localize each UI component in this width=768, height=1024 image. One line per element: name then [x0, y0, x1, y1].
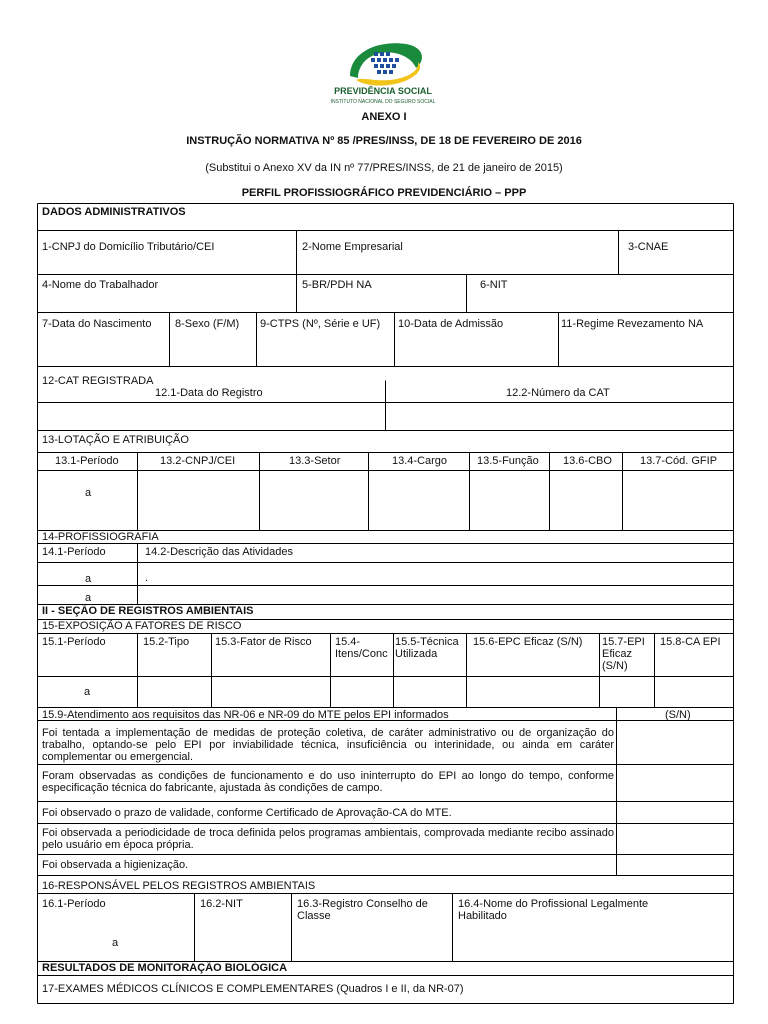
lotacao-col-period: 13.1-Período [55, 455, 119, 467]
nit-label: 6-NIT [480, 279, 508, 291]
replaces-note: (Substitui o Anexo XV da IN nº 77/PRES/INSS, de 21 de janeiro de 2015) [205, 162, 563, 174]
br-pdh-label: 5-BR/PDH NA [302, 279, 372, 291]
bio-monitoring-title: RESULTADOS DE MONITORAÇÃO BIOLÓGICA [42, 962, 288, 974]
exposure-col-type: 15.2-Tipo [143, 636, 190, 648]
epi-item-conditions: Foram observadas as condições de funcionamento e do uso ininterrupto do EPI ao longo do tempo, conforme especificação técnica do fabricante, ajustada às condições de campo. [42, 770, 614, 794]
ctps-label: 9-CTPS (Nº, Série e UF) [260, 318, 381, 330]
exposure-period-a: a [84, 686, 91, 698]
medical-exams-label: 17-EXAMES MÉDICOS CLÍNICOS E COMPLEMENTARES (Quadros I e II, da NR-07) [42, 983, 464, 995]
profissiografia-row1-a: a [85, 573, 92, 585]
exposure-col-factor: 15.3-Fator de Risco [215, 636, 312, 648]
profissiografia-title: 14-PROFISSIOGRAFIA [42, 531, 159, 543]
profissiografia-description-label: 14.2-Descrição das Atividades [145, 546, 293, 558]
exposure-col-technique: 15.5-Técnica Utilizada [395, 636, 459, 660]
cnae-label: 3-CNAE [628, 241, 669, 253]
cat-number-label: 12.2-Número da CAT [506, 387, 610, 399]
profissiografia-row1-desc: . [145, 572, 149, 584]
profissiografia-row2-a: a [85, 592, 92, 604]
admission-date-label: 10-Data de Admissão [398, 318, 504, 330]
lotacao-col-cbo: 13.6-CBO [563, 455, 612, 467]
annex-title: ANEXO I [361, 111, 407, 123]
lotacao-col-function: 13.5-Função [477, 455, 539, 467]
attendance-label: 15.9-Atendimento aos requisitos das NR-06 e NR-09 do MTE pelos EPI informados [42, 709, 449, 721]
cat-title: 12-CAT REGISTRADA [42, 375, 154, 387]
responsible-professional-label: 16.4-Nome do Profissional Legalmente Habilitado [458, 898, 649, 922]
worker-name-label: 4-Nome do Trabalhador [42, 279, 159, 291]
responsible-period-a: a [112, 937, 119, 949]
company-name-label: 2-Nome Empresarial [302, 241, 403, 253]
birth-date-label: 7-Data do Nascimento [42, 318, 152, 330]
epi-item-replacement: Foi observada a periodicidade de troca definida pelos programas ambientais, comprovada mediante recibo assinado pelo usuário em época própria. [42, 827, 614, 851]
instruction-title: INSTRUÇÃO NORMATIVA Nº 85 /PRES/INSS, DE 18 DE FEVEREIRO DE 2016 [186, 135, 582, 147]
cat-date-label: 12.1-Data do Registro [155, 387, 263, 399]
exposure-col-epi: 15.7-EPI Eficaz (S/N) [602, 636, 645, 672]
document-title: PERFIL PROFISSIOGRÁFICO PREVIDENCIÁRIO – PPP [241, 187, 527, 199]
cnpj-label: 1-CNPJ do Domicílio Tributário/CEI [42, 241, 215, 253]
lotacao-title: 13-LOTAÇÃO E ATRIBUIÇÃO [42, 434, 189, 446]
responsible-title: 16-RESPONSÁVEL PELOS REGISTROS AMBIENTAIS [42, 880, 316, 892]
responsible-nit-label: 16.2-NIT [200, 898, 243, 910]
logo-title: PREVIDÊNCIA SOCIAL [334, 86, 432, 96]
exposure-title: 15-EXPOSIÇÃO A FATORES DE RISCO [42, 620, 242, 632]
epi-item-collective: Foi tentada a implementação de medidas de proteção coletiva, de caráter administrativo ou de organização do trabalho, optando-se pelo EPI por inviabilidade técnica, insuficiência ou interinidade, ou ainda em caráter complementar ou emergencial. [42, 727, 614, 763]
epi-item-validity: Foi observado o prazo de validade, conforme Certificado de Aprovação-CA do MTE. [42, 807, 452, 819]
lotacao-col-gfip: 13.7-Cód. GFIP [640, 455, 718, 467]
logo-subtitle: INSTITUTO NACIONAL DO SEGURO SOCIAL [330, 99, 436, 105]
responsible-council-label: 16.3-Registro Conselho de Classe [297, 898, 428, 922]
profissiografia-period-label: 14.1-Período [42, 546, 106, 558]
attendance-sn: (S/N) [665, 709, 691, 721]
admin-section-title: DADOS ADMINISTRATIVOS [42, 206, 186, 218]
exposure-col-period: 15.1-Período [42, 636, 106, 648]
responsible-period-label: 16.1-Período [42, 898, 106, 910]
epi-item-hygiene: Foi observada a higienização. [42, 859, 189, 871]
lotacao-period-a: a [85, 487, 92, 499]
lotacao-col-position: 13.4-Cargo [392, 455, 448, 467]
lotacao-col-sector: 13.3-Setor [289, 455, 341, 467]
sex-label: 8-Sexo (F/M) [175, 318, 240, 330]
section2-title: II - SEÇÃO DE REGISTROS AMBIENTAIS [42, 605, 254, 617]
exposure-col-ca: 15.8-CA EPI [660, 636, 721, 648]
exposure-col-items: 15.4-Itens/Conc [335, 636, 388, 660]
lotacao-col-cnpj: 13.2-CNPJ/CEI [160, 455, 236, 467]
shift-regime-label: 11-Regime Revezamento NA [561, 318, 704, 330]
exposure-col-epc: 15.6-EPC Eficaz (S/N) [473, 636, 583, 648]
